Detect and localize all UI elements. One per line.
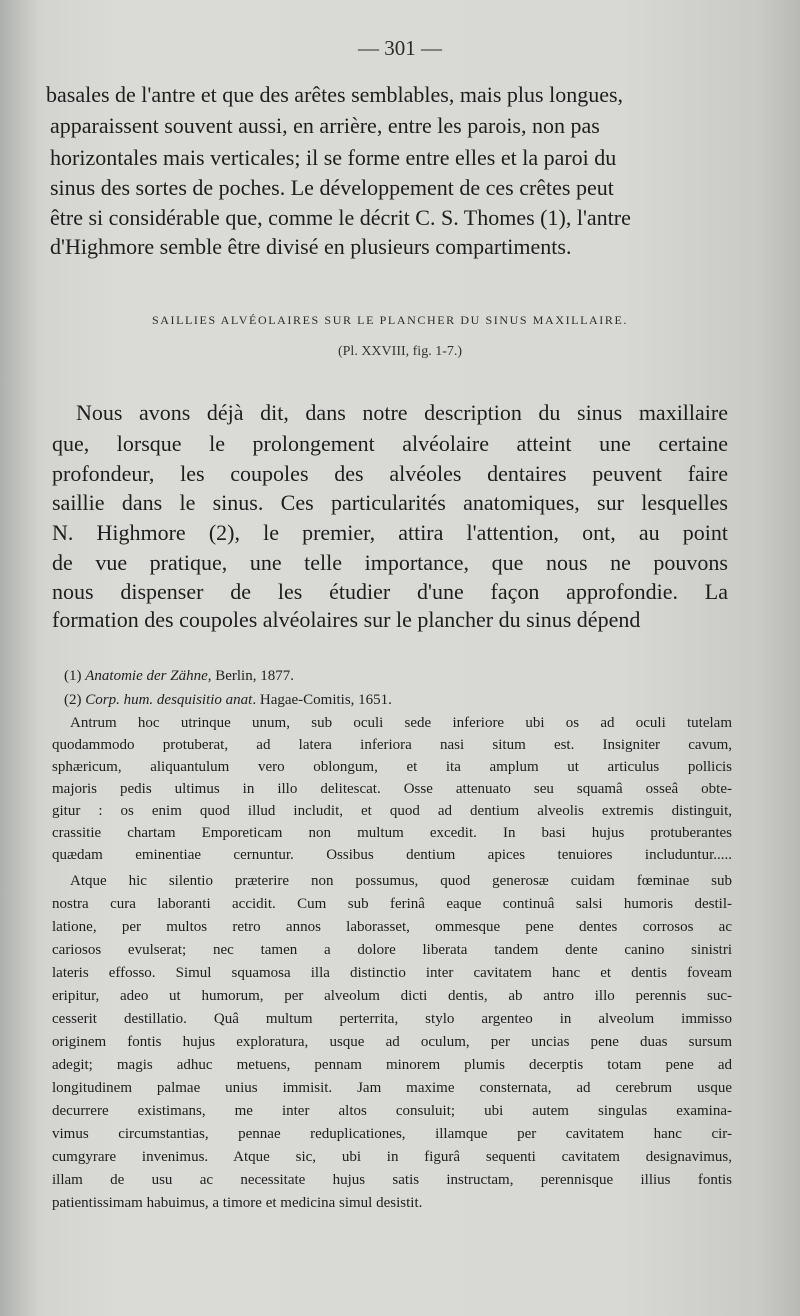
latin-text-line: latione, per multos retro annos laborasset, ommesque pene dentes corrosos ac <box>52 919 732 935</box>
section-subheading: (Pl. XXVIII, fig. 1-7.) <box>337 344 463 359</box>
latin-text-line: majoris pedis ultimus in illo delitescat. Osse attenuato seu squamâ osseâ obte- <box>52 781 732 797</box>
main-paragraph-line: que, lorsque le prolongement alvéolaire atteint une certaine <box>52 431 728 456</box>
top-paragraph-line: horizontales mais verticales; il se forme entre elles et la paroi du <box>50 145 617 170</box>
latin-text-line: longitudinem palmae unius immisit. Jam maxime consternata, ad cerebrum usque <box>52 1080 732 1096</box>
latin-text-line: Antrum hoc utrinque unum, sub oculi sede inferiore ubi os ad oculi tutelam <box>70 715 732 731</box>
latin-text-line: Atque hic silentio præterire non possumus, quod generosæ cuidam fœminae sub <box>70 873 732 889</box>
footnote-1 <box>64 668 714 685</box>
footnote-text: , Berlin, 1877. <box>207 668 294 684</box>
latin-text-line: nostra cura laboranti accidit. Cum sub ferinâ eaque continuâ salsi humoris destil- <box>52 896 732 912</box>
latin-text-line: illam de usu ac necessitate hujus satis instructam, perennisque illius fontis <box>52 1172 732 1188</box>
footnote-title: Corp. hum. desquisitio anat <box>85 692 253 708</box>
latin-text-line: sphæricum, aliquantulum vero oblongum, et ita amplum ut articulus pollicis <box>52 759 732 775</box>
main-paragraph-line: profondeur, les coupoles des alvéoles dentaires peuvent faire <box>52 461 728 486</box>
latin-text-line: patientissimam habuimus, a timore et medicina simul desistit. <box>52 1195 423 1211</box>
latin-text-line: vimus circumstantias, pennae reduplicationes, illamque per cavitatem hanc cir- <box>52 1126 732 1142</box>
latin-text-line: originem fontis hujus exploratura, usque ad oculum, per uncias pene duas sursum <box>52 1034 732 1050</box>
latin-text-line: lateris effosso. Simul squamosa illa distinctio inter cavitatem hanc et dentis foveam <box>52 965 732 981</box>
footnote-title: Anatomie der Zähne <box>85 668 208 684</box>
latin-text-line: cesserit destillatio. Quâ multum perterrita, stylo argenteo in alveolum immisso <box>52 1011 732 1027</box>
latin-text-line: decurrere existimans, me inter altos consuluit; ubi autem singulas examina- <box>52 1103 732 1119</box>
main-paragraph-line: nous dispenser de les étudier d'une façon approfondie. La <box>52 579 728 604</box>
latin-text-line: quædam eminentiae cernuntur. Ossibus dentium apices tenuiores includuntur..... <box>52 847 732 863</box>
latin-text-line: quodammodo protuberat, ad latera inferiora nasi situm est. Insigniter cavum, <box>52 737 732 753</box>
main-paragraph-line: saillie dans le sinus. Ces particularités anatomiques, sur lesquelles <box>52 490 728 515</box>
latin-text-line: gitur : os enim quod illud includit, et quod ad dentium alveolis extremis distinguit, <box>52 803 732 819</box>
main-paragraph-line: de vue pratique, une telle importance, que nous ne pouvons <box>52 550 728 575</box>
footnote-marker: (2) <box>64 692 82 708</box>
top-paragraph-line: d'Highmore semble être divisé en plusieurs compartiments. <box>50 234 572 259</box>
footnote-marker: (1) <box>64 668 82 684</box>
top-paragraph-line: sinus des sortes de poches. Le développement de ces crêtes peut <box>50 175 614 200</box>
footnote-text: . Hagae-Comitis, 1651. <box>252 692 392 708</box>
latin-text-line: eripitur, adeo ut humorum, per alveolum dicti dentis, ab antro illo perennis suc- <box>52 988 732 1004</box>
top-paragraph-line: être si considérable que, comme le décrit C. S. Thomes (1), l'antre <box>50 205 631 230</box>
main-paragraph-line: formation des coupoles alvéolaires sur le plancher du sinus dépend <box>52 607 641 632</box>
latin-text-line: cumgyrare invenimus. Atque sic, ubi in figurâ sequenti cavitatem designavimus, <box>52 1149 732 1165</box>
top-paragraph-line: basales de l'antre et que des arêtes semblables, mais plus longues, <box>46 82 624 107</box>
latin-text-line: crassitie chartam Emporeticam non multum excedit. In basi hujus protuberantes <box>52 825 732 841</box>
footnote-2 <box>64 692 714 709</box>
main-paragraph-line: N. Highmore (2), le premier, attira l'attention, ont, au point <box>52 520 728 545</box>
page-number: — 301 — <box>358 36 442 60</box>
latin-text-line: cariosos evulserat; nec tamen a dolore liberata tandem dente canino sinistri <box>52 942 732 958</box>
section-heading: SAILLIES ALVÉOLAIRES SUR LE PLANCHER DU SINUS MAXILLAIRE. <box>151 313 629 327</box>
top-paragraph-line: apparaissent souvent aussi, en arrière, entre les parois, non pas <box>50 113 600 138</box>
main-paragraph-line: Nous avons déjà dit, dans notre description du sinus maxillaire <box>76 400 728 425</box>
latin-text-line: adegit; magis adhuc metuens, pennam minorem plumis decerptis totam pene ad <box>52 1057 732 1073</box>
